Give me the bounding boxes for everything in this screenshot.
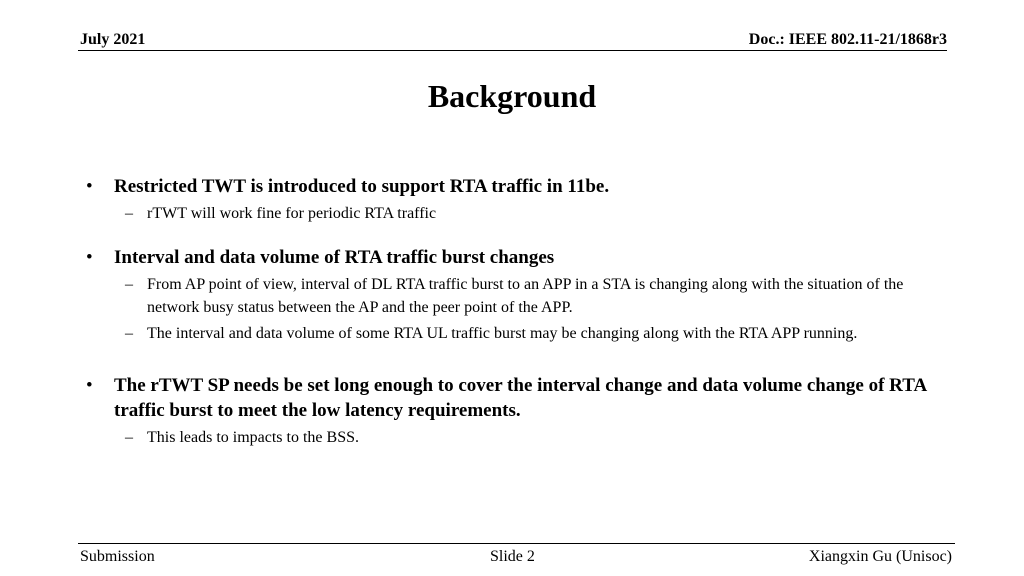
- slide-content: [84, 174, 934, 449]
- footer-divider: [78, 543, 955, 544]
- sub-bullet-marker: –: [125, 205, 133, 222]
- sub-bullet-marker: –: [125, 429, 133, 446]
- sub-bullet-text: rTWT will work fine for periodic RTA traffic: [147, 205, 437, 222]
- footer-submission: Submission: [80, 548, 155, 565]
- sub-bullet-2-1: [84, 273, 934, 319]
- bullet-text: Interval and data volume of RTA traffic burst changes: [114, 247, 555, 268]
- bullet-3: [84, 373, 934, 423]
- sub-bullet-text: From AP point of view, interval of DL RTA traffic burst to an APP in a STA is changing along with the situation of the network busy status between the AP and the peer point of the APP.: [147, 276, 904, 316]
- footer-slide-number: Slide 2: [490, 548, 535, 565]
- bullet-2: [84, 245, 934, 270]
- footer-author: Xiangxin Gu (Unisoc): [808, 548, 952, 565]
- sub-bullet-marker: –: [125, 325, 133, 342]
- bullet-text: Restricted TWT is introduced to support RTA traffic in 11be.: [114, 176, 610, 197]
- header-date: July 2021: [80, 31, 146, 48]
- sub-bullet-2-2: [84, 322, 934, 345]
- header-doc-id: Doc.: IEEE 802.11-21/1868r3: [748, 31, 947, 48]
- bullet-marker: •: [86, 247, 93, 268]
- sub-bullet-text: This leads to impacts to the BSS.: [147, 429, 359, 446]
- bullet-1: [84, 174, 934, 199]
- sub-bullet-3-1: [84, 426, 934, 449]
- slide-title: Background: [427, 78, 597, 114]
- header-divider: [78, 50, 947, 51]
- sub-bullet-1-1: [84, 202, 934, 225]
- bullet-marker: •: [86, 375, 93, 396]
- sub-bullet-text: The interval and data volume of some RTA UL traffic burst may be changing along with the RTA APP running.: [147, 325, 858, 342]
- bullet-marker: •: [86, 176, 93, 197]
- bullet-text: The rTWT SP needs be set long enough to cover the interval change and data volume change of RTA traffic burst to meet the low latency requirements.: [114, 375, 927, 421]
- sub-bullet-marker: –: [125, 276, 133, 293]
